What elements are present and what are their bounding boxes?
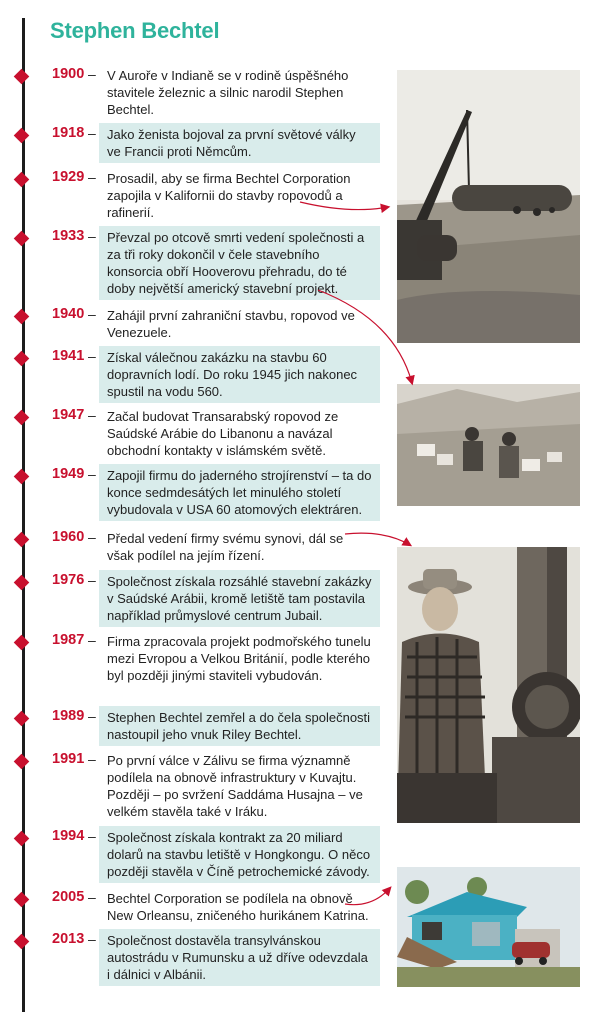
arrow-to-photo-1	[300, 202, 388, 210]
entry-text: Prosadil, aby se firma Bechtel Corporation zapojila v Kalifornii do stavby ropovodů a rafinerií.	[107, 171, 351, 220]
entry-year: 1947	[52, 407, 85, 423]
entry-year: 1900	[52, 66, 85, 82]
entry-year: 1949	[52, 466, 85, 482]
entry-text: Stephen Bechtel zemřel a do čela společnosti nastoupil jeho vnuk Riley Bechtel.	[99, 706, 380, 746]
entry-year: 1994	[52, 828, 85, 844]
entry-year: 1991	[52, 751, 85, 767]
entry-text: Firma zpracovala projekt podmořského tunelu mezi Evropou a Velkou Británií, podle kterého byl později jinými staviteli vybudován.	[107, 634, 371, 683]
entry-text: Předal vedení firmy svému synovi, dál se však podílel na jejím řízení.	[107, 531, 344, 563]
page-title: Stephen Bechtel	[50, 18, 220, 43]
entry-dash: –	[88, 228, 96, 244]
entry-dash: –	[88, 125, 96, 141]
arrow-to-photo-3	[345, 533, 410, 545]
entry-dash: –	[88, 931, 96, 947]
entry-text: Společnost získala kontrakt za 20 miliard dolarů na stavbu letiště v Hongkongu. O něco později stavěla v Číně petrochemické závody.	[99, 826, 380, 883]
entry-text: Převzal po otcově smrti vedení společnosti a za tři roky dokončil v čele stavebního konsorcia obří Hooverovu přehradu, do té doby největší americký stavební projekt.	[99, 226, 380, 300]
entry-year: 1940	[52, 306, 85, 322]
entry-year: 1933	[52, 228, 85, 244]
entry-dash: –	[88, 169, 96, 185]
entry-year: 1987	[52, 632, 85, 648]
entry-dash: –	[88, 889, 96, 905]
entry-text: Získal válečnou zakázku na stavbu 60 dopravních lodí. Do roku 1945 jich nakonec spustil na vodu 560.	[99, 346, 380, 403]
arrow-to-photo-2	[318, 290, 412, 383]
entry-text: Zahájil první zahraniční stavbu, ropovod ve Venezuele.	[107, 308, 355, 340]
entry-dash: –	[88, 466, 96, 482]
entry-dash: –	[88, 407, 96, 423]
entry-dash: –	[88, 66, 96, 82]
entry-year: 1960	[52, 529, 85, 545]
entry-dash: –	[88, 529, 96, 545]
entry-year: 1976	[52, 572, 85, 588]
entry-text: Bechtel Corporation se podílela na obnově New Orleansu, zničeného hurikánem Katrina.	[107, 891, 369, 923]
entry-year: 1989	[52, 708, 85, 724]
entry-dash: –	[88, 572, 96, 588]
arrow-to-photo-4	[345, 888, 390, 905]
entry-year: 2005	[52, 889, 85, 905]
entry-text: Jako ženista bojoval za první světové války ve Francii proti Němcům.	[99, 123, 380, 163]
entry-dash: –	[88, 632, 96, 648]
entry-dash: –	[88, 828, 96, 844]
entry-year: 2013	[52, 931, 85, 947]
entry-year: 1929	[52, 169, 85, 185]
entry-dash: –	[88, 348, 96, 364]
entry-text: Společnost dostavěla transylvánskou autostrádu v Rumunsku a už dříve odevzdala i dálnici v Albánii.	[99, 929, 380, 986]
entry-text: Zapojil firmu do jaderného strojírenství – ta do konce sedmdesátých let minulého století vybudovala v USA 60 atomových elektráren.	[99, 464, 380, 521]
entry-year: 1941	[52, 348, 85, 364]
entry-text: Začal budovat Transarabský ropovod ze Saúdské Arábie do Libanonu a navázal obchodní kontakty v islámském světě.	[107, 409, 339, 458]
entry-dash: –	[88, 751, 96, 767]
entry-text: V Auroře v Indianě se v rodině úspěšného stavitele železnic a silnic narodil Stephen Bechtel.	[107, 68, 349, 117]
entry-text: Společnost získala rozsáhlé stavební zakázky v Saúdské Arábii, kromě letiště tam postavila například průmyslové centrum Jubail.	[99, 570, 380, 627]
entry-text: Po první válce v Zálivu se firma významně podílela na obnově infrastruktury v Kuvajtu. Později – po svržení Saddáma Husajna – ve velkém stavěla také v Iráku.	[107, 753, 363, 819]
entry-year: 1918	[52, 125, 85, 141]
entry-dash: –	[88, 306, 96, 322]
entry-dash: –	[88, 708, 96, 724]
